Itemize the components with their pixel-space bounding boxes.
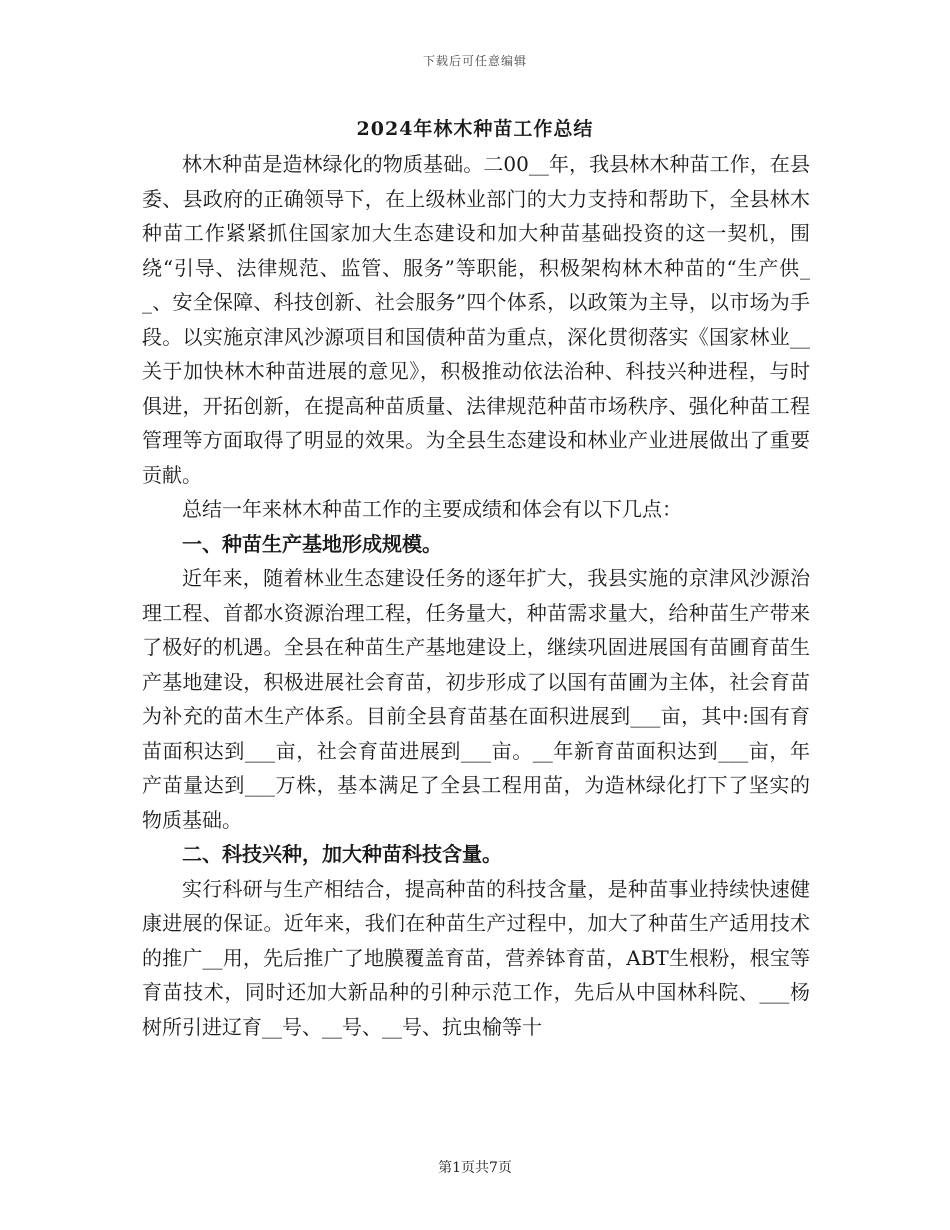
document-title: 2024年林木种苗工作总结: [356, 118, 594, 140]
page-number: 第1页共7页: [438, 1160, 512, 1176]
paragraph-section-2: 实行科研与生产相结合，提高种苗的科技含量，是种苗事业持续快速健康进展的保证。近年来，我们在种苗生产过程中，加大了种苗生产适用技术的推广__用，先后推广了地膜覆盖育苗，营养钵育苗，ABT生根粉，根宝等育苗技术，同时还加大新品种的引种示范工作，先后从中国林科院、___杨树所引进辽育__号、__号、__号、抗虫榆等十: [142, 876, 810, 1039]
paragraph-section-1: 近年来，随着林业生态建设任务的逐年扩大，我县实施的京津风沙源治理工程、首都水资源治理工程，任务量大，种苗需求量大，给种苗生产带来了极好的机遇。全县在种苗生产基地建设上，继续巩固进展国有苗圃育苗生产基地建设，积极进展社会育苗，初步形成了以国有苗圃为主体，社会育苗为补充的苗木生产体系。目前全县育苗基在面积进展到___亩，其中:国有育苗面积达到___亩，社会育苗进展到___亩。__年新育苗面积达到___亩，年产苗量达到___万株，基本满足了全县工程用苗，为造林绿化打下了坚实的物质基础。: [142, 566, 810, 832]
section-heading-1: 一、种苗生产基地形成规模。: [182, 531, 442, 556]
paragraph-summary-lead: 总结一年来林木种苗工作的主要成绩和体会有以下几点：: [182, 497, 682, 521]
section-heading-2: 二、科技兴种，加大种苗科技含量。: [182, 842, 502, 866]
paragraph-intro: 林木种苗是造林绿化的物质基础。二00__年，我县林木种苗工作，在县委、县政府的正确领导下，在上级林业部门的大力支持和帮助下，全县林木种苗工作紧紧抓住国家加大生态建设和加大种苗基础投资的这一契机，围绕“引导、法律规范、监管、服务”等职能，积极架构林木种苗的“生产供__、安全保障、科技创新、社会服务”四个体系，以政策为主导，以市场为手段。以实施京津风沙源项目和国债种苗为重点，深化贯彻落实《国家林业__关于加快林木种苗进展的意见》，积极推动依法治种、科技兴种进程，与时俱进，开拓创新，在提高种苗质量、法律规范种苗市场秩序、强化种苗工程管理等方面取得了明显的效果。为全县生态建设和林业产业进展做出了重要贡献。: [142, 152, 810, 487]
document-body: [142, 147, 810, 1044]
header-note: 下载后可任意编辑: [422, 54, 527, 68]
